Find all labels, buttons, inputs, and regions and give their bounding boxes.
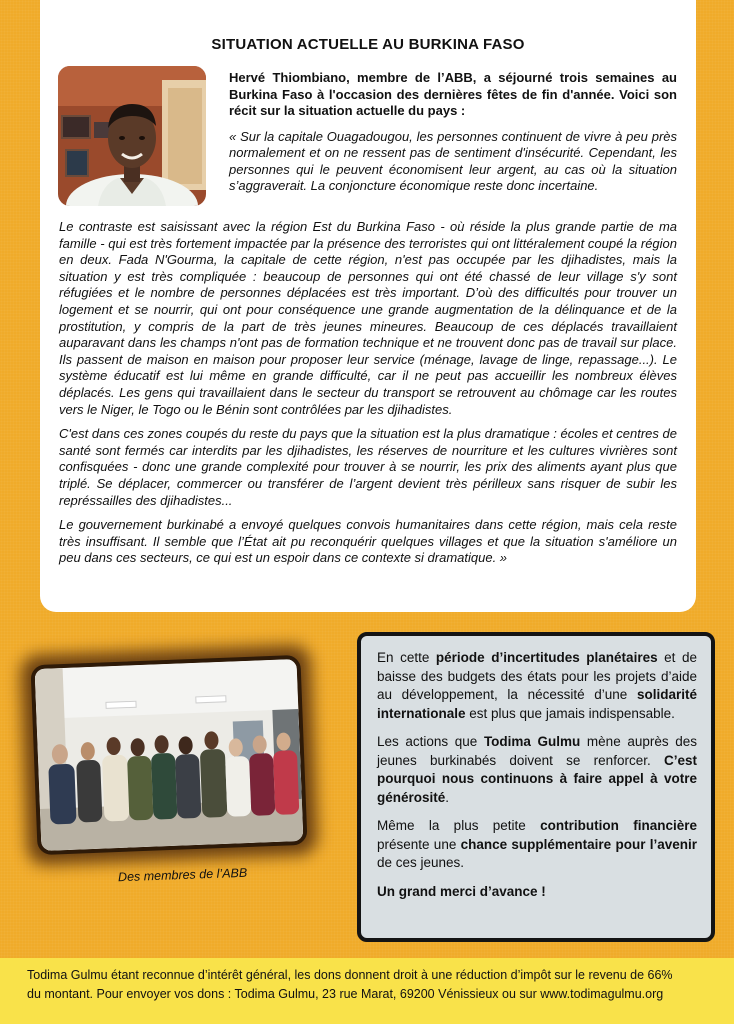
article-card bbox=[40, 0, 696, 612]
paragraph-1: Le contraste est saisissant avec la région Est du Burkina Faso - où réside la plus grande partie de ma famille - qui est très fortement impactée par la présence des terroristes qui ont littéralement coupé la région en deux. Fada N'Gourma, la capitale de cette région, n'est pas occupée par les djihadistes, mais la situation y est très compliquée : beaucoup de personnes qui ont été chassé de leur village s'y sont réfugiées et le nombre de personnes déplacées est très important. D’où des difficultés pour trouver un logement et se nourrir, qui ont pour conséquence une grande augmentation de la délinquance et de la prostitution, y compris de la part de très jeunes mineures. Beaucoup de ces déplacés travaillaient auparavant dans les champs n'ont pas de formation technique et ne trouvent donc pas de travail sur place. Ils passent de maison en maison pour proposer leur service (ménage, lavage de linge, repassage...). Le système éducatif est lui même en grande difficulté, car il ne peut pas accueillir les nombreux élèves déplacés. Les gens qui travaillaient dans le secteur du transport se retrouvent au chômage car les routes vers le Niger, le Togo ou le Bénin sont contrôlées par les djihadistes. bbox=[59, 219, 677, 417]
appeal-text: présente une bbox=[377, 836, 461, 852]
group-photo-frame bbox=[30, 655, 307, 855]
appeal-text: Les actions que bbox=[377, 734, 484, 749]
portrait-illustration bbox=[58, 66, 206, 206]
group-photo-illustration bbox=[35, 659, 304, 851]
appeal-thanks bbox=[377, 883, 697, 902]
appeal-emphasis: contribution financière bbox=[540, 818, 697, 833]
appeal-paragraph-3 bbox=[377, 817, 697, 873]
appeal-emphasis: période d’incertitudes planétaires bbox=[435, 650, 658, 665]
group-photo bbox=[30, 655, 307, 855]
footer-banner bbox=[0, 958, 734, 1024]
photo-caption: Des membres de l’ABB bbox=[117, 865, 248, 885]
article-body bbox=[59, 219, 677, 575]
portrait-photo bbox=[58, 66, 206, 206]
appeal-text: et de baisse des budgets des états pour les projets d’aide au développement, la nécessité d’une bbox=[377, 650, 697, 702]
appeal-emphasis: Todima Gulmu bbox=[483, 734, 581, 749]
footer-line-1: Todima Gulmu étant reconnue d’intérêt général, les dons donnent droit à une réduction d’impôt sur le revenu de 66% bbox=[27, 968, 673, 982]
paragraph-2: C'est dans ces zones coupés du reste du pays que la situation est la plus dramatique : écoles et centres de santé sont fermés car interdits par les djihadistes, les réserves de nourriture et les cultures vivrières sont confisquées - donc une grande complexité pour trouver à se nourrir, les prix des aliments ayant plus que triplé. Se déplacer, commercer ou transférer de l’argent devient très périlleux sans risquer de subir les représsailles des djihadistes... bbox=[59, 426, 677, 508]
thanks-text: Un grand merci d’avance ! bbox=[377, 883, 546, 899]
appeal-text: Même la plus petite bbox=[377, 818, 541, 833]
appeal-text: mène auprès des jeunes burkinabés doivent se renforcer. bbox=[377, 734, 697, 768]
intro-lead: Hervé Thiombiano, membre de l’ABB, a séjourné trois semaines au Burkina Faso à l'occasion des dernières fêtes de fin d'année. Voici son récit sur la situation actuelle du pays : bbox=[229, 70, 677, 118]
appeal-emphasis: C’est pourquoi nous continuons à faire appel à votre générosité bbox=[377, 752, 697, 805]
donation-appeal-box bbox=[357, 632, 715, 942]
appeal-text: En cette bbox=[377, 650, 436, 665]
article-title: SITUATION ACTUELLE AU BURKINA FASO bbox=[211, 36, 525, 53]
appeal-text: de ces jeunes. bbox=[377, 855, 465, 870]
appeal-emphasis: chance supplémentaire pour l’avenir bbox=[460, 836, 698, 852]
appeal-text: est plus que jamais indispensable. bbox=[465, 705, 675, 721]
footer-line-2: du montant. Pour envoyer vos dons : Todima Gulmu, 23 rue Marat, 69200 Vénissieux ou sur www.todimagulmu.org bbox=[27, 987, 664, 1001]
appeal-emphasis: solidarité internationale bbox=[377, 687, 697, 721]
paragraph-3: Le gouvernement burkinabé a envoyé quelques convois humanitaires dans cette région, mais cela reste très insuffisant. Il semble que l’État ait pu reconquérir quelques villages et que la situation s'améliore un peu dans ces secteurs, ce qui est un espoir dans ce contexte si dramatique. » bbox=[59, 517, 677, 566]
appeal-text: . bbox=[445, 789, 450, 805]
intro-quote: « Sur la capitale Ouagadougou, les personnes continuent de vivre à peu près normalement et on ne ressent pas de sentiment d'insécurité. Cependant, les personnes qui le peuvent économisent leur argent, au cas où la situation s’aggraverait. La conjoncture économique reste donc incertaine. bbox=[229, 128, 677, 193]
intro-block bbox=[229, 70, 677, 195]
appeal-paragraph-1 bbox=[377, 649, 697, 723]
appeal-paragraph-2 bbox=[377, 733, 697, 807]
